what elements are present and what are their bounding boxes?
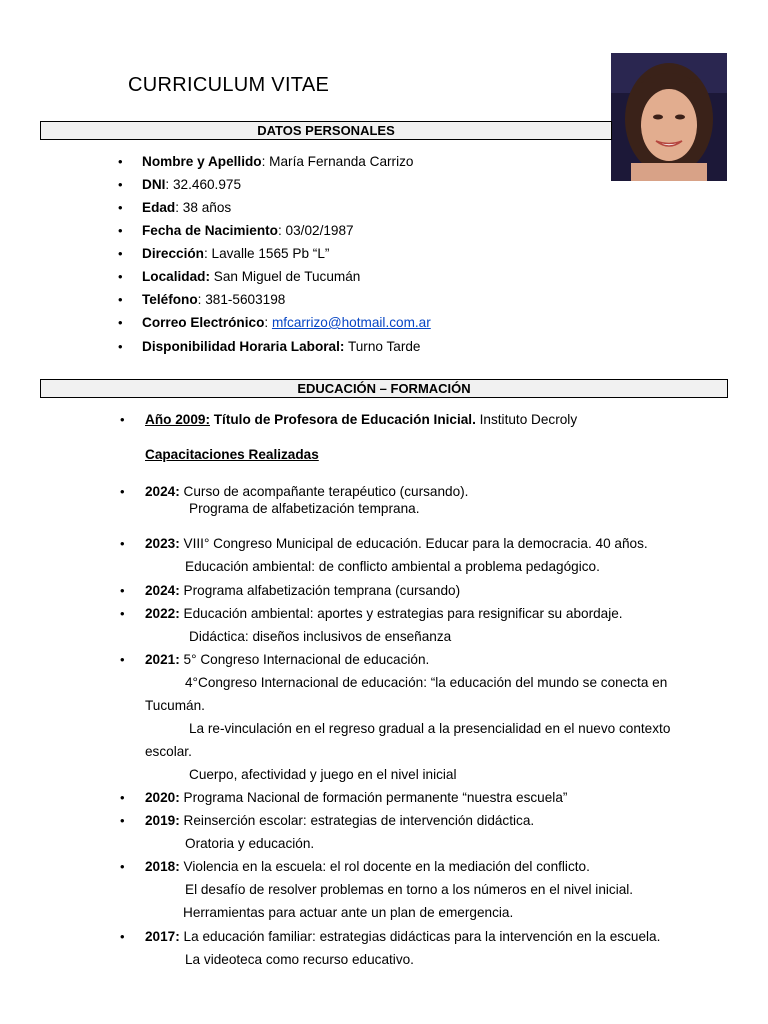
- course-text: Oratoria y educación.: [185, 836, 315, 851]
- personal-item-separator: :: [277, 223, 286, 238]
- course-entry: [145, 651, 429, 668]
- course-bullet: •: [120, 859, 125, 874]
- course-text: Didáctica: diseños inclusivos de enseñanza: [189, 629, 452, 644]
- personal-item-separator: :: [197, 292, 206, 307]
- degree-year: Año 2009:: [145, 412, 210, 427]
- course-text: 4°Congreso Internacional de educación: “la educación del mundo se conecta en: [185, 675, 668, 690]
- course-entry: [145, 605, 623, 622]
- degree-title: Título de Profesora de Educación Inicial.: [213, 412, 476, 427]
- personal-item-value: 38 años: [182, 200, 232, 215]
- course-entry: [145, 928, 660, 945]
- course-entry: [145, 812, 534, 829]
- personal-item-value: María Fernanda Carrizo: [269, 154, 414, 169]
- courses-heading-text: Capacitaciones Realizadas: [145, 447, 319, 462]
- course-entry: [145, 582, 460, 599]
- personal-item-value: Turno Tarde: [347, 339, 421, 354]
- personal-item-label: Disponibilidad Horaria Laboral:: [142, 339, 345, 354]
- course-entry-continuation: [189, 720, 670, 737]
- course-year: 2021:: [145, 652, 180, 667]
- personal-item-value: 32.460.975: [172, 177, 242, 192]
- personal-item-value: San Miguel de Tucumán: [213, 269, 361, 284]
- course-entry-continuation: [189, 500, 419, 517]
- course-text: Cuerpo, afectividad y juego en el nivel inicial: [189, 767, 457, 782]
- degree-institution: Instituto Decroly: [475, 412, 578, 427]
- personal-item-value: 381-5603198: [205, 292, 286, 307]
- profile-photo-image: [611, 53, 727, 181]
- course-text: Reinserción escolar: estrategias de intervención didáctica.: [179, 813, 535, 828]
- personal-item-bullet: •: [118, 177, 123, 192]
- personal-item-value: Lavalle 1565 Pb “L”: [211, 246, 330, 261]
- personal-item-label: Nombre y Apellido: [142, 154, 262, 169]
- course-entry-continuation: [185, 951, 414, 968]
- course-text: escolar.: [145, 744, 192, 759]
- course-entry-continuation: [185, 674, 667, 691]
- course-text: Programa de alfabetización temprana.: [189, 501, 420, 516]
- personal-item-separator: :: [261, 154, 270, 169]
- course-text: 5° Congreso Internacional de educación.: [179, 652, 430, 667]
- course-entry: [145, 858, 590, 875]
- course-bullet: •: [120, 583, 125, 598]
- course-text: Violencia en la escuela: el rol docente en la mediación del conflicto.: [179, 859, 590, 874]
- course-bullet: •: [120, 606, 125, 621]
- personal-item-separator: :: [203, 246, 212, 261]
- course-text: La educación familiar: estrategias didácticas para la intervención en la escuela.: [179, 929, 661, 944]
- course-entry-continuation: [145, 697, 205, 714]
- course-text: Programa Nacional de formación permanente “nuestra escuela”: [179, 790, 568, 805]
- course-text: El desafío de resolver problemas en torno a los números en el nivel inicial.: [185, 882, 634, 897]
- email-link[interactable]: mfcarrizo@hotmail.com.ar: [271, 315, 431, 330]
- section-education-heading: EDUCACIÓN – FORMACIÓN: [40, 379, 728, 398]
- personal-item: [142, 268, 360, 285]
- course-text: Educación ambiental: aportes y estrategias para resignificar su abordaje.: [179, 606, 623, 621]
- profile-photo: [611, 53, 727, 181]
- personal-item-separator: :: [264, 315, 272, 330]
- course-year: 2018:: [145, 859, 180, 874]
- degree-bullet: •: [120, 412, 125, 427]
- personal-item: [142, 176, 241, 193]
- course-year: 2023:: [145, 536, 180, 551]
- personal-item-label: Localidad:: [142, 269, 210, 284]
- course-year: 2024:: [145, 583, 180, 598]
- personal-item-bullet: •: [118, 246, 123, 261]
- personal-item-separator: :: [165, 177, 173, 192]
- personal-item: [142, 338, 421, 355]
- personal-item-separator: :: [175, 200, 183, 215]
- personal-item-bullet: •: [118, 269, 123, 284]
- course-year: 2022:: [145, 606, 180, 621]
- personal-item-label: Dirección: [142, 246, 204, 261]
- course-entry-continuation: [185, 558, 600, 575]
- personal-item-value: 03/02/1987: [285, 223, 354, 238]
- course-entry-continuation: [183, 904, 513, 921]
- course-entry: [145, 535, 648, 552]
- course-year: 2020:: [145, 790, 180, 805]
- course-bullet: •: [120, 536, 125, 551]
- personal-item-label: Fecha de Nacimiento: [142, 223, 278, 238]
- personal-item-bullet: •: [118, 315, 123, 330]
- course-entry: [145, 483, 468, 500]
- personal-item-bullet: •: [118, 154, 123, 169]
- course-bullet: •: [120, 652, 125, 667]
- course-entry-continuation: [145, 743, 192, 760]
- course-entry-continuation: [189, 766, 457, 783]
- personal-item-bullet: •: [118, 223, 123, 238]
- degree-entry: [145, 411, 577, 428]
- course-entry: [145, 789, 567, 806]
- personal-item-label: Correo Electrónico: [142, 315, 265, 330]
- course-entry-continuation: [185, 881, 633, 898]
- personal-item: [142, 291, 285, 308]
- personal-item: [142, 314, 431, 331]
- section-personal-data-heading: DATOS PERSONALES: [40, 121, 612, 140]
- course-year: 2017:: [145, 929, 180, 944]
- course-bullet: •: [120, 790, 125, 805]
- personal-item-label: Edad: [142, 200, 176, 215]
- course-bullet: •: [120, 484, 125, 499]
- course-bullet: •: [120, 813, 125, 828]
- personal-item: [142, 153, 413, 170]
- course-year: 2019:: [145, 813, 180, 828]
- personal-item-label: Teléfono: [142, 292, 198, 307]
- course-text: Herramientas para actuar ante un plan de emergencia.: [183, 905, 514, 920]
- personal-item-label: DNI: [142, 177, 166, 192]
- course-text: La re-vinculación en el regreso gradual a la presencialidad en el nuevo contexto: [189, 721, 671, 736]
- course-bullet: •: [120, 929, 125, 944]
- document-title: CURRICULUM VITAE: [128, 74, 330, 96]
- course-text: VIII° Congreso Municipal de educación. Educar para la democracia. 40 años.: [179, 536, 648, 551]
- personal-item: [142, 245, 329, 262]
- course-entry-continuation: [185, 835, 314, 852]
- personal-item: [142, 199, 231, 216]
- personal-item: [142, 222, 354, 239]
- course-text: Educación ambiental: de conflicto ambiental a problema pedagógico.: [185, 559, 600, 574]
- course-year: 2024:: [145, 484, 180, 499]
- course-text: Curso de acompañante terapéutico (cursando).: [179, 484, 469, 499]
- personal-item-bullet: •: [118, 292, 123, 307]
- personal-item-bullet: •: [118, 200, 123, 215]
- course-text: Programa alfabetización temprana (cursando): [179, 583, 461, 598]
- course-entry-continuation: [189, 628, 451, 645]
- personal-item-bullet: •: [118, 339, 123, 354]
- course-text: La videoteca como recurso educativo.: [185, 952, 414, 967]
- courses-heading: [145, 446, 319, 463]
- course-text: Tucumán.: [145, 698, 205, 713]
